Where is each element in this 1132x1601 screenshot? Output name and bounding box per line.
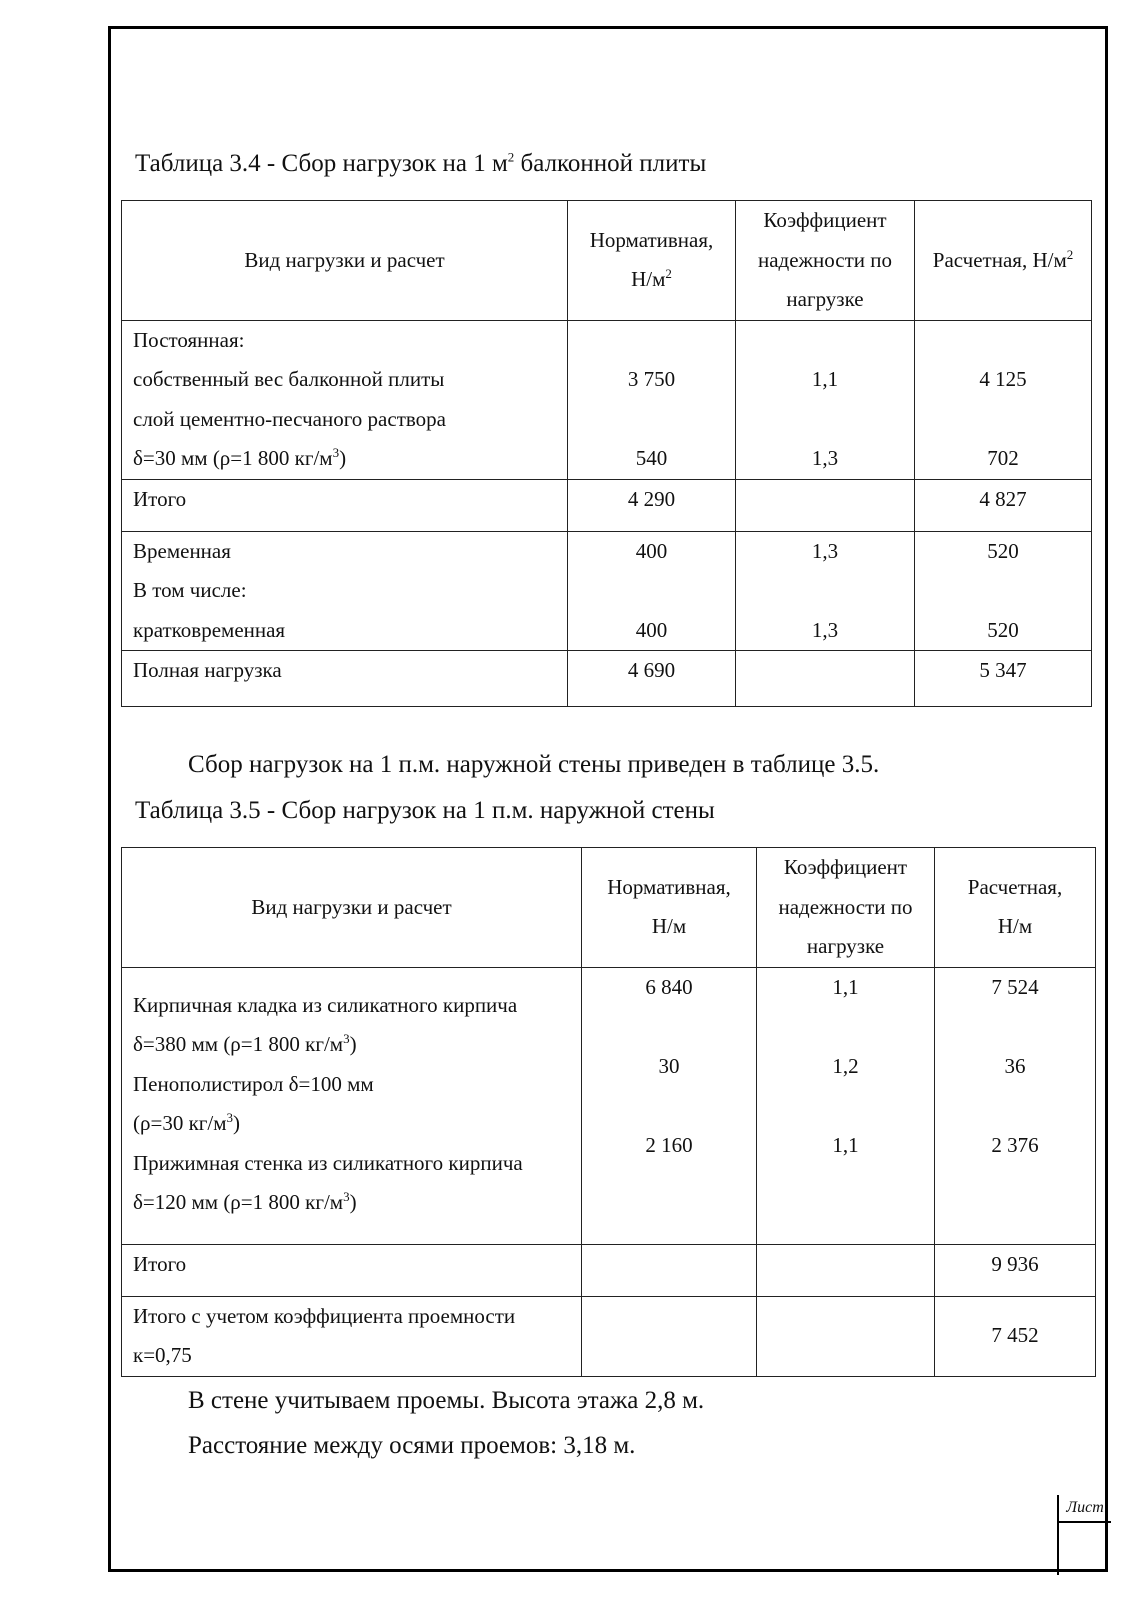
permanent-normative: 3 750 540 <box>568 320 736 479</box>
temporary-description: Временная В том числе: кратковременная <box>122 531 568 651</box>
wall-layers-design: 7 524 36 2 376 <box>935 967 1096 1244</box>
total-coefficient <box>736 479 915 531</box>
table-row-total <box>122 1244 1096 1296</box>
header-normative: Нормативная, $Н/м^2$ <box>568 201 736 321</box>
full-load-normative: 4 690 <box>568 651 736 707</box>
permanent-coefficient: 1,1 1,3 <box>736 320 915 479</box>
total-label: Итого <box>122 479 568 531</box>
total-label: Итого <box>122 1244 582 1296</box>
table-3-5-caption: Таблица 3.5 - Сбор нагрузок на 1 п.м. наружной стены <box>135 797 715 824</box>
header-load-type: Вид нагрузки и расчет <box>122 848 582 968</box>
table-row-temporary <box>122 531 1092 651</box>
wall-layers-coefficient: 1,1 1,2 1,1 <box>757 967 935 1244</box>
header-normative: Нормативная, Н/м <box>582 848 757 968</box>
full-load-label: Полная нагрузка <box>122 651 568 707</box>
table-row-total-with-openings <box>122 1296 1096 1376</box>
permanent-description: Постоянная: собственный вес балконной плиты слой цементно-песчаного раствора δ=30 мм (ρ=1 800 $кг/м^3$) <box>122 320 568 479</box>
full-load-design: 5 347 <box>915 651 1092 707</box>
table-header-row <box>122 201 1092 321</box>
paragraph-axis-distance: Расстояние между осями проемов: 3,18 м. <box>188 1432 636 1459</box>
total-with-openings-label: Итого с учетом коэффициента проемности к=0,75 <box>122 1296 582 1376</box>
temporary-coefficient: 1,3 1,3 <box>736 531 915 651</box>
total-normative: 4 290 <box>568 479 736 531</box>
header-design: Расчетная, $Н/м^2$ <box>915 201 1092 321</box>
total-normative <box>582 1244 757 1296</box>
total-with-openings-coefficient <box>757 1296 935 1376</box>
table-3-5 <box>121 847 1096 1377</box>
temporary-design: 520 520 <box>915 531 1092 651</box>
paragraph-openings: В стене учитываем проемы. Высота этажа 2,8 м. <box>188 1387 705 1414</box>
full-load-coefficient <box>736 651 915 707</box>
header-design: Расчетная, Н/м <box>935 848 1096 968</box>
table-row-total <box>122 479 1092 531</box>
total-design: 4 827 <box>915 479 1092 531</box>
header-reliability-coefficient: Коэффициент надежности по нагрузке <box>757 848 935 968</box>
sheet-label: Лист <box>1059 1495 1111 1523</box>
table-header-row <box>122 848 1096 968</box>
temporary-normative: 400 400 <box>568 531 736 651</box>
wall-layers-normative: 6 840 30 2 160 <box>582 967 757 1244</box>
sheet-stamp <box>1057 1495 1111 1575</box>
table-row-full-load <box>122 651 1092 707</box>
table-row-permanent <box>122 320 1092 479</box>
header-load-type: Вид нагрузки и расчет <box>122 201 568 321</box>
table-3-4 <box>121 200 1092 707</box>
total-design: 9 936 <box>935 1244 1096 1296</box>
table-3-4-caption: Таблица 3.4 - Сбор нагрузок на 1 $м^2$ балконной плиты <box>135 149 707 177</box>
total-coefficient <box>757 1244 935 1296</box>
table-row-wall-layers <box>122 967 1096 1244</box>
permanent-design: 4 125 702 <box>915 320 1092 479</box>
total-with-openings-normative <box>582 1296 757 1376</box>
paragraph-intro-table-3-5: Сбор нагрузок на 1 п.м. наружной стены приведен в таблице 3.5. <box>188 751 880 778</box>
header-reliability-coefficient: Коэффициент надежности по нагрузке <box>736 201 915 321</box>
wall-layers-description: Кирпичная кладка из силикатного кирпича δ=380 мм (ρ=1 800 $кг/м^3$) Пенополистирол δ=100 мм (ρ=30 $кг/м^3$) Прижимная стенка из силикатного кирпича δ=120 мм (ρ=1 800 $кг/м^3$) <box>122 967 582 1244</box>
total-with-openings-design: 7 452 <box>935 1296 1096 1376</box>
